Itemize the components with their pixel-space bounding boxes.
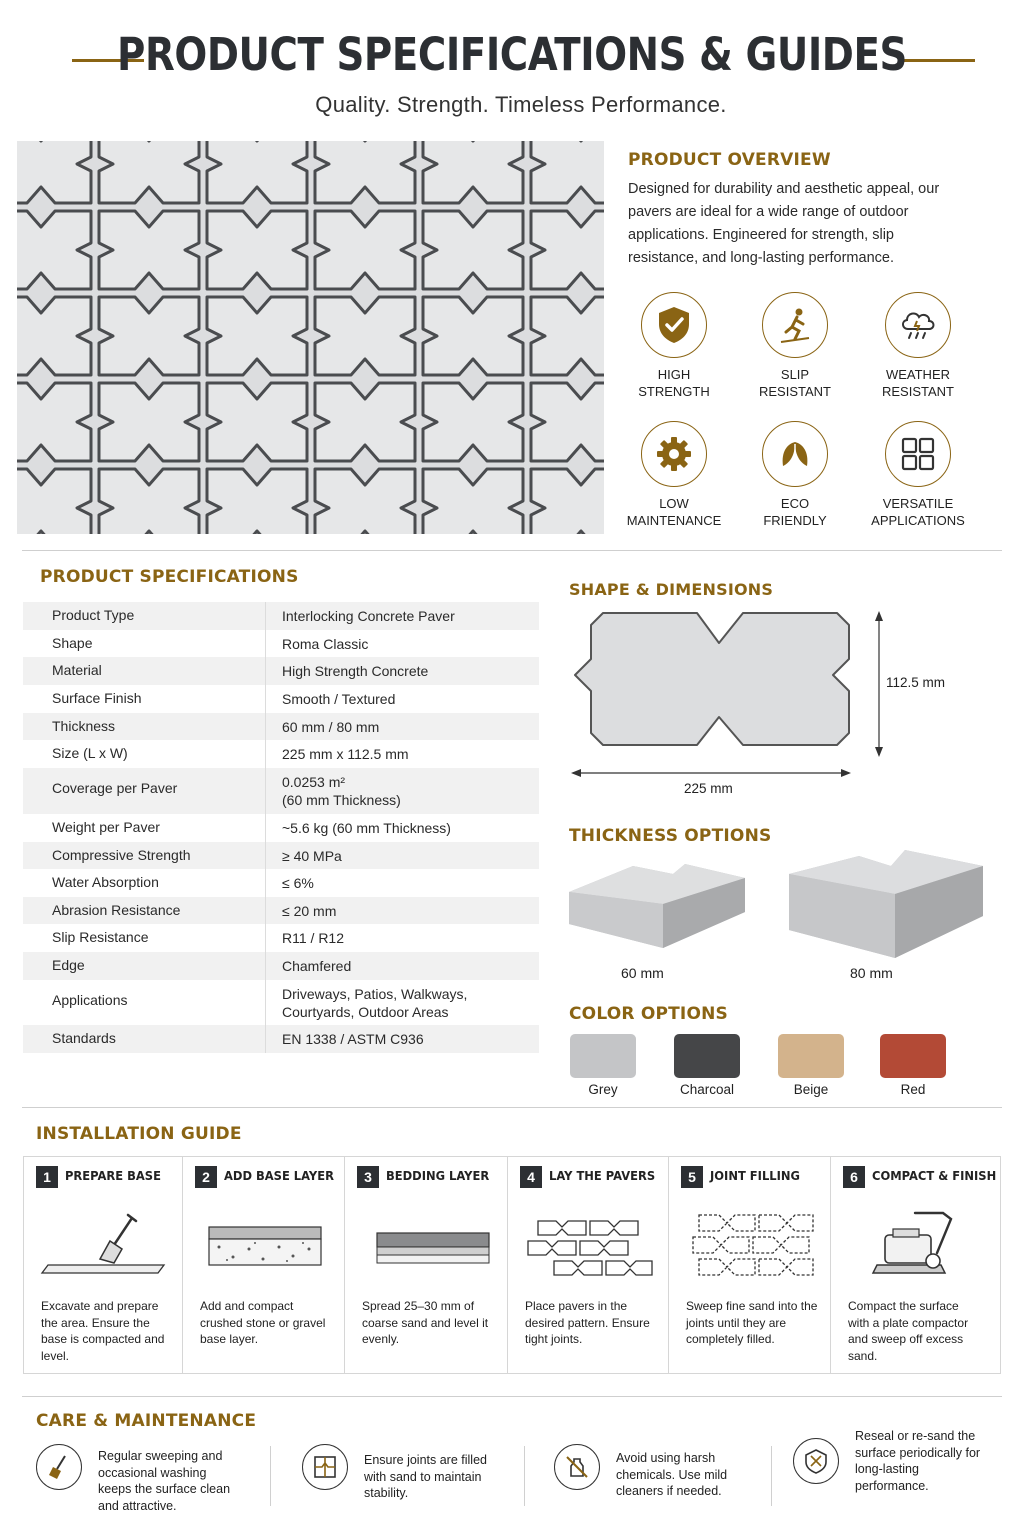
plate-compactor-icon (841, 1207, 981, 1287)
spec-row (23, 924, 539, 952)
lay-pavers-icon (518, 1207, 658, 1287)
color-label: Beige (793, 1082, 829, 1097)
feature-eco-friendly: ECO FRIENDLY (735, 421, 855, 529)
broom-icon (36, 1444, 82, 1490)
paver-shape-diagram (565, 605, 905, 795)
spec-value-line: ≤ 6% (282, 875, 314, 891)
spec-row (23, 814, 539, 842)
spec-value (266, 602, 539, 630)
paver-80mm-image (783, 846, 993, 966)
spec-value-line: 0.0253 m² (282, 774, 346, 790)
cloud-rain-icon (885, 292, 951, 358)
shield-check-icon (641, 292, 707, 358)
spec-table (23, 602, 539, 1053)
leaf-icon (762, 421, 828, 487)
spec-row (23, 952, 539, 980)
gear-icon (641, 421, 707, 487)
spec-row (23, 897, 539, 924)
spec-value-line: ~5.6 kg (60 mm Thickness) (282, 820, 451, 836)
spec-value (266, 657, 539, 685)
spec-value-line: 225 mm x 112.5 mm (282, 746, 409, 762)
section-divider-3 (22, 1396, 1002, 1397)
paver-pattern-image (17, 141, 604, 534)
spec-value-line: ≤ 20 mm (282, 903, 337, 919)
no-chemicals-icon (554, 1444, 600, 1490)
color-swatch-grey[interactable] (570, 1034, 636, 1078)
joint-filling-icon (679, 1207, 819, 1287)
care-separator-1 (270, 1446, 271, 1506)
care-separator-3 (771, 1446, 772, 1506)
color-label: Red (900, 1082, 926, 1097)
feature-low-maintenance: LOW MAINTENANCE (614, 421, 734, 529)
slip-person-icon (762, 292, 828, 358)
install-step-4: 4 LAY THE PAVERS Place pavers in the desired pattern. Ensure tight joints. (508, 1157, 669, 1373)
spec-row (23, 1025, 539, 1053)
spec-value-line: Chamfered (282, 958, 352, 974)
feature-weather-resistant: WEATHER RESISTANT (858, 292, 978, 400)
spec-value (266, 897, 539, 924)
install-step-1: 1 PREPARE BASE Excavate and prepare the area. Ensure the base is compacted and level. (24, 1157, 183, 1373)
spec-value-line: High Strength Concrete (282, 663, 429, 679)
color-swatch-beige[interactable] (778, 1034, 844, 1078)
spec-key: Applications (23, 980, 266, 1025)
spec-key: Compressive Strength (23, 842, 266, 869)
spec-row (23, 768, 539, 814)
page-title: PRODUCT SPECIFICATIONS & GUIDES (117, 28, 907, 81)
install-step-6: 6 COMPACT & FINISH Compact the surface with a plate compactor and sweep off excess sand. (831, 1157, 1002, 1373)
color-label: Grey (588, 1082, 618, 1097)
spec-value-line: R11 / R12 (282, 930, 344, 946)
spec-value (266, 869, 539, 897)
spec-value (266, 842, 539, 869)
spec-key: Weight per Paver (23, 814, 266, 842)
height-dimension-label: 112.5 mm (886, 675, 946, 690)
install-step-3: 3 BEDDING LAYER Spread 25–30 mm of coarse sand and level it evenly. (345, 1157, 508, 1373)
spec-value-line: Interlocking Concrete Paver (282, 608, 455, 624)
spec-value (266, 924, 539, 952)
spec-key: Surface Finish (23, 685, 266, 713)
spec-row (23, 630, 539, 657)
spec-value (266, 713, 539, 740)
install-step-5: 5 JOINT FILLING Sweep fine sand into the joints until they are completely filled. (669, 1157, 831, 1373)
spec-key: Water Absorption (23, 869, 266, 897)
spec-key: Thickness (23, 713, 266, 740)
shovel-icon (34, 1207, 174, 1287)
reseal-icon (793, 1438, 839, 1484)
bedding-layer-icon (355, 1207, 495, 1287)
spec-key: Edge (23, 952, 266, 980)
width-dimension-label: 225 mm (684, 781, 733, 796)
spec-value (266, 814, 539, 842)
spec-value-line: Courtyards, Outdoor Areas (282, 1004, 449, 1020)
spec-key: Abrasion Resistance (23, 897, 266, 924)
specs-title: PRODUCT SPECIFICATIONS (40, 567, 299, 587)
section-divider-1 (22, 550, 1002, 551)
spec-value-line: 60 mm / 80 mm (282, 719, 380, 735)
thickness-80-label: 80 mm (850, 965, 893, 981)
overview-title: PRODUCT OVERVIEW (628, 150, 831, 170)
feature-slip-resistant: SLIP RESISTANT (735, 292, 855, 400)
thickness-60-label: 60 mm (621, 965, 664, 981)
spec-key: Shape (23, 630, 266, 657)
spec-key: Standards (23, 1025, 266, 1053)
care-separator-2 (524, 1446, 525, 1506)
color-label: Charcoal (679, 1082, 735, 1097)
spec-key: Coverage per Paver (23, 768, 266, 814)
spec-row (23, 980, 539, 1025)
joint-tile-icon (302, 1444, 348, 1490)
spec-row (23, 842, 539, 869)
spec-key: Material (23, 657, 266, 685)
paver-60mm-image (563, 852, 753, 962)
spec-value (266, 1025, 539, 1053)
spec-value (266, 952, 539, 980)
install-title: INSTALLATION GUIDE (36, 1124, 242, 1144)
spec-row (23, 740, 539, 768)
spec-value-line: EN 1338 / ASTM C936 (282, 1031, 424, 1047)
section-divider-2 (22, 1107, 1002, 1108)
spec-key: Product Type (23, 602, 266, 630)
page-subtitle: Quality. Strength. Timeless Performance. (315, 92, 727, 117)
spec-row (23, 602, 539, 630)
spec-row (23, 685, 539, 713)
spec-value-line: Driveways, Patios, Walkways, (282, 986, 468, 1002)
color-swatch-charcoal[interactable] (674, 1034, 740, 1078)
spec-value (266, 685, 539, 713)
spec-value-line: Smooth / Textured (282, 691, 396, 707)
shape-title: SHAPE & DIMENSIONS (569, 580, 774, 599)
spec-value (266, 980, 539, 1025)
spec-key: Size (L x W) (23, 740, 266, 768)
spec-row (23, 657, 539, 685)
colors-title: COLOR OPTIONS (569, 1004, 728, 1024)
base-layer-icon (193, 1207, 333, 1287)
care-title: CARE & MAINTENANCE (36, 1411, 257, 1431)
feature-versatile-applications: VERSATILE APPLICATIONS (858, 421, 978, 529)
grid-icon (885, 421, 951, 487)
spec-value-line: (60 mm Thickness) (282, 792, 401, 808)
overview-text: Designed for durability and aesthetic appeal, our pavers are ideal for a wide range of outdoor applications. Engineered for strength, slip resistance, and long-lasting performance. (628, 181, 940, 266)
color-swatch-red[interactable] (880, 1034, 946, 1078)
spec-value (266, 630, 539, 657)
spec-value-line: ≥ 40 MPa (282, 848, 342, 864)
installation-steps (23, 1156, 1001, 1374)
spec-value-line: Roma Classic (282, 636, 369, 652)
spec-key: Slip Resistance (23, 924, 266, 952)
spec-row (23, 869, 539, 897)
feature-high-strength: HIGH STRENGTH (614, 292, 734, 400)
spec-row (23, 713, 539, 740)
thickness-title: THICKNESS OPTIONS (569, 826, 772, 846)
spec-value (266, 740, 539, 768)
spec-value (266, 768, 539, 814)
install-step-2: 2 ADD BASE LAYER Add and compact crushed stone or gravel base layer. (183, 1157, 345, 1373)
